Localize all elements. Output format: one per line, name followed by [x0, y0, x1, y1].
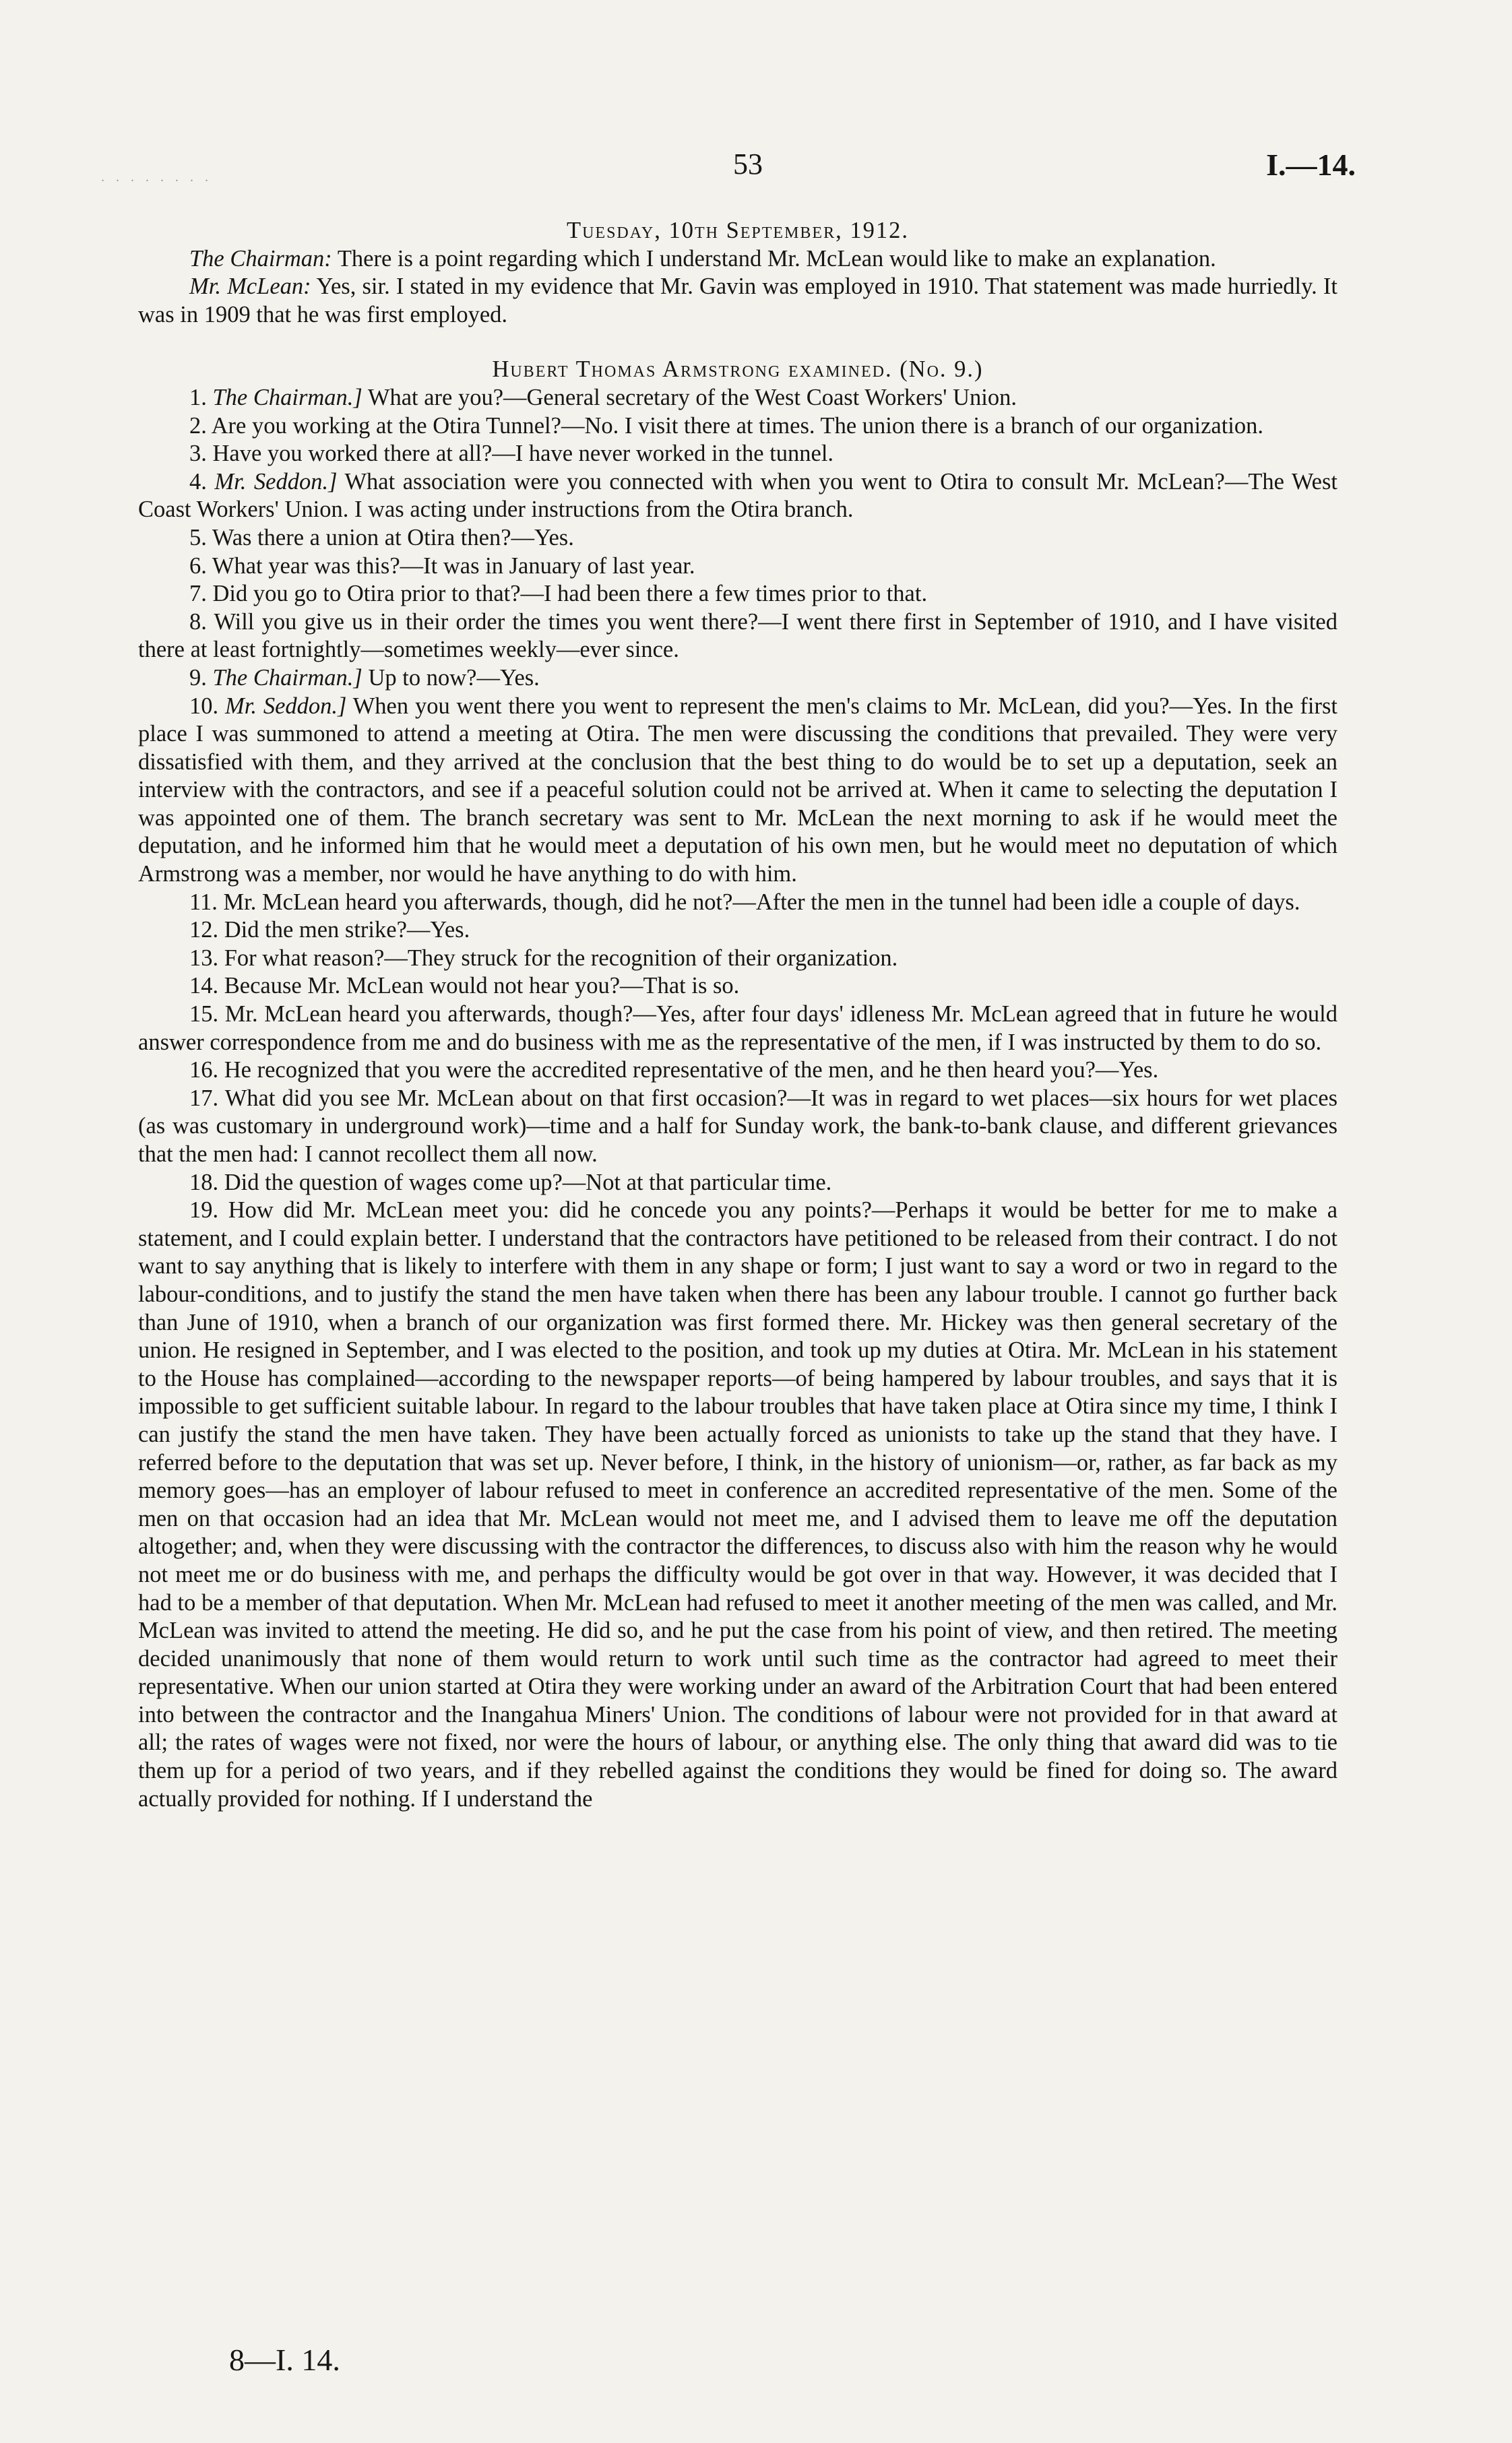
page-number: 53 — [733, 148, 763, 181]
speaker-name: The Chairman: — [189, 245, 332, 272]
question-paragraph — [138, 524, 1337, 552]
question-text: Did you go to Otira prior to that?—I had been there a few times prior to that. — [212, 581, 928, 607]
intro-paragraph — [138, 245, 1337, 274]
question-number: 2. — [189, 412, 207, 439]
question-text: Did the question of wages come up?—Not at that particular time. — [224, 1169, 832, 1195]
question-paragraph — [138, 889, 1337, 917]
question-paragraph — [138, 945, 1337, 973]
question-paragraph — [138, 693, 1337, 889]
question-number: 16. — [189, 1057, 219, 1083]
question-paragraph — [138, 580, 1337, 608]
speaker-name: The Chairman.] — [212, 664, 363, 691]
question-number: 15. — [189, 1001, 219, 1027]
question-paragraph — [138, 916, 1337, 945]
question-paragraph — [138, 440, 1337, 468]
question-text: Will you give us in their order the times you went there?—I went there first in September of 1910, and I have visited there at least fortnightly—sometimes weekly—ever since. — [138, 608, 1337, 663]
question-number: 13. — [189, 945, 219, 971]
question-text: What association were you connected with when you went to Otira to consult Mr. McLean?—The West Coast Workers' Union. I was acting under instructions from the Otira branch. — [138, 468, 1337, 523]
question-text: Mr. McLean heard you afterwards, though, did he not?—After the men in the tunnel had been idle a couple of days. — [223, 889, 1300, 915]
question-text: He recognized that you were the accredited representative of the men, and he then heard you?—Yes. — [224, 1057, 1159, 1083]
question-paragraph — [138, 384, 1337, 412]
question-number: 14. — [189, 973, 219, 999]
question-text: For what reason?—They struck for the recognition of their organization. — [224, 945, 898, 971]
question-text: Have you worked there at all?—I have never worked in the tunnel. — [212, 441, 834, 467]
question-paragraph — [138, 412, 1337, 441]
question-text: What year was this?—It was in January of last year. — [212, 552, 695, 579]
date-heading: Tuesday, 10th September, 1912. — [567, 218, 909, 243]
question-number: 18. — [189, 1169, 219, 1195]
question-paragraph — [138, 1085, 1337, 1169]
witness-heading: Hubert Thomas Armstrong examined. (No. 9.) — [492, 356, 984, 383]
question-text: Up to now?—Yes. — [362, 664, 540, 691]
question-paragraph — [138, 1197, 1337, 1813]
question-text: Did the men strike?—Yes. — [224, 917, 470, 943]
question-list — [138, 384, 1337, 1813]
question-paragraph — [138, 468, 1337, 524]
question-paragraph — [138, 1169, 1337, 1197]
question-number: 5. — [189, 524, 207, 550]
question-number: 1. — [189, 384, 207, 410]
question-number: 4. — [189, 468, 207, 495]
question-paragraph — [138, 1001, 1337, 1056]
question-paragraph — [138, 972, 1337, 1001]
question-paragraph — [138, 552, 1337, 581]
question-number: 9. — [189, 664, 207, 691]
document-body — [138, 217, 1337, 1813]
question-number: 3. — [189, 441, 207, 467]
question-number: 6. — [189, 552, 207, 579]
question-text: Was there a union at Otira then?—Yes. — [212, 524, 574, 550]
question-text: When you went there you went to represent the men's claims to Mr. McLean, did you?—Yes. In the first place I was summoned to attend a meeting at Otira. The men were discussing the conditions that prevailed. They were very dissatisfied with them, and they arrived at the conclusion that the best thing to do would be to set up a deputation, seek an interview with the contractors, and see if a peaceful solution could not be arrived at. When it came to selecting the deputation I was appointed one of them. The branch secretary was sent to Mr. McLean the next morning to ask if he would meet the deputation, and he informed him that he would meet a deputation of his own men, but he would meet no deputation of which Armstrong was a member, nor would he have anything to do with him. — [138, 693, 1337, 887]
page-header — [0, 147, 1512, 194]
document-reference: I.—14. — [1266, 148, 1356, 182]
speaker-name: The Chairman.] — [212, 384, 363, 410]
question-text: Because Mr. McLean would not hear you?—That is so. — [224, 973, 740, 999]
question-number: 11. — [189, 889, 218, 915]
question-paragraph — [138, 664, 1337, 693]
question-number: 8. — [189, 608, 207, 635]
speaker-name: Mr. McLean: — [189, 274, 311, 300]
question-number: 10. — [189, 693, 219, 719]
question-number: 12. — [189, 917, 219, 943]
header-dots: . . . . . . . . — [101, 170, 212, 185]
question-text: Mr. McLean heard you afterwards, though?—Yes, after four days' idleness Mr. McLean agreed that in future he would answer correspondence from me and do business with me as the representative of the men, if I was instructed by them to do so. — [138, 1001, 1337, 1055]
section-gap — [138, 329, 1337, 356]
page-footer: 8—I. 14. — [229, 2343, 340, 2377]
speaker-name: Mr. Seddon.] — [214, 468, 338, 495]
question-text: What are you?—General secretary of the West Coast Workers' Union. — [362, 384, 1017, 410]
intro-text: There is a point regarding which I understand Mr. McLean would like to make an explanation. — [332, 245, 1216, 272]
question-text: How did Mr. McLean meet you: did he concede you any points?—Perhaps it would be better for me to make a statement, and I could explain better. I understand that the contractors have petitioned to be released from their contract. I do not want to say anything that is likely to interfere with them in any shape or form; I just want to say a word or two in regard to the labour-conditions, and to justify the stand the men have taken when there has been any labour trouble. I cannot go further back than June of 1910, when a branch of our organization was first formed there. Mr. Hickey was then general secretary of the union. He resigned in September, and I was elected to the position, and took up my duties at Otira. Mr. McLean in his statement to the House has complained—according to the newspaper reports—of being hampered by labour troubles, and says that it is impossible to get sufficient suitable labour. In regard to the labour troubles that have taken place at Otira since my time, I think I can justify the stand the men have taken. They have been actually forced as unionists to take up the stand that they have. I referred before to the deputation that was set up. Never before, I think, in the history of unionism—or, rather, as far back as my memory goes—has an employer of labour refused to meet in conference an accredited representative of the men. Some of the men on that occasion had an idea that Mr. McLean would not meet me, and I advised them to leave me off the deputation altogether; and, when they were discussing with the contractor the differences, to discuss also with him the reason why he would not meet me or do business with me, and perhaps the difficulty would be got over in that way. However, it was decided that I had to be a member of that deputation. When Mr. McLean had refused to meet it another meeting of the men was called, and Mr. McLean was invited to attend the meeting. He did so, and he put the case from his point of view, and then retired. The meeting decided unanimously that none of them would return to work until such time as the contractor had agreed to meet their representative. When our union started at Otira they were working under an award of the Arbitration Court that had been entered into between the contractor and the Inangahua Miners' Union. The conditions of labour were not provided for in that award at all; the rates of wages were not fixed, nor were the hours of labour, or anything else. The only thing that award did was to tie them up for a period of two years, and if they rebelled against the conditions they would be fined for doing so. The award actually provided for nothing. If I understand the — [138, 1197, 1338, 1812]
question-paragraph — [138, 1056, 1337, 1085]
question-paragraph — [138, 608, 1337, 664]
question-number: 19. — [189, 1197, 219, 1224]
question-number: 17. — [189, 1085, 219, 1111]
question-number: 7. — [189, 581, 207, 607]
question-text: Are you working at the Otira Tunnel?—No. I visit there at times. The union there is a branch of our organization. — [211, 412, 1264, 439]
intro-paragraph — [138, 273, 1337, 329]
intro-text: Yes, sir. I stated in my evidence that Mr. Gavin was employed in 1910. That statement was made hurriedly. It was in 1909 that he was first employed. — [138, 274, 1337, 327]
question-text: What did you see Mr. McLean about on that first occasion?—It was in regard to wet places—six hours for wet places (as was customary in underground work)—time and a half for Sunday work, the bank-to-bank clause, and different grievances that the men had: I cannot recollect them all now. — [138, 1085, 1337, 1167]
speaker-name: Mr. Seddon.] — [225, 693, 347, 719]
